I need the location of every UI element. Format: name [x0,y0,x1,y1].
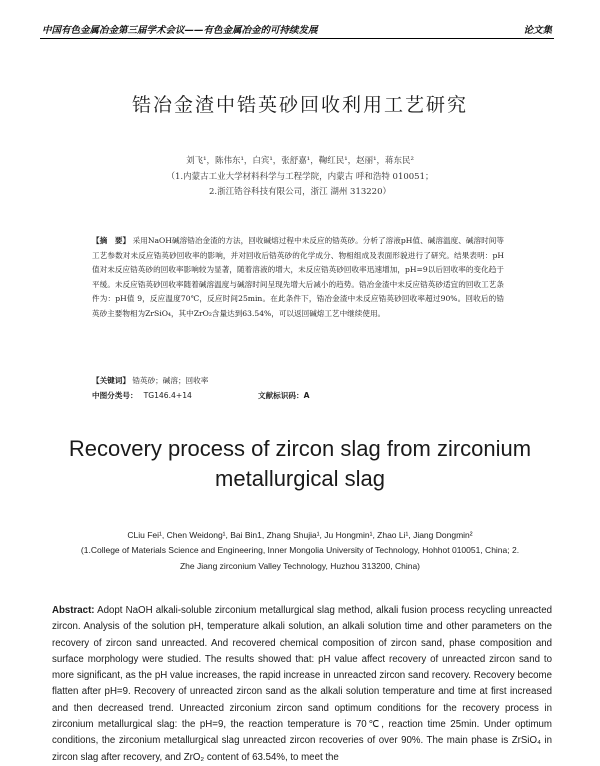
english-abstract [52,603,552,766]
class-number-value: TG146.4+14 [143,391,192,400]
chinese-authors: 刘飞¹，陈伟东¹，白宾¹，张舒嘉¹，鞠红民¹，赵丽¹，蒋东民² [186,156,414,166]
classification-line [92,390,512,401]
class-number-label: 中图分类号： [92,391,138,400]
english-affiliation-1: (1.College of Materials Science and Engineering, Inner Mongolia University of Technology, Hohhot 010051, China; 2. [80,545,520,555]
english-affiliation-2: Zhe Jiang zirconium Valley Technology, Huzhou 313200, China) [179,561,421,571]
running-header [40,20,554,39]
conference-title: 中国有色金属冶金第三届学术会议——有色金属冶金的可持续发展 [42,25,318,36]
english-title [0,434,600,494]
english-title-line-1: Recovery process of zircon slag from zirconium [68,436,532,461]
chinese-abstract-text: 采用NaOH碱溶锆冶金渣的方法，回收碱熔过程中未反应的锆英砂。分析了溶液pH值、碱溶温度、碱溶时间等工艺参数对未反应锆英砂回收率的影响，并对回收后锆英砂的化学成分、物相组成及表面形貌进行了研究。结果表明：pH值对未反应锆英砂的回收率影响较为显著，随着溶液的增大，未反应锆英砂回收率迅速增加，pH=9以后回收率的变化趋于平缓。未反应锆英砂回收率随着碱溶温度与碱溶时间呈现先增大后减小的趋势。锆冶金渣中未反应锆英砂适宜的回收工艺条件为：pH值 9，反应温度70℃，反应时间25min。在此条件下，锆冶金渣中未反应锆英砂回收率超过90%。回收后的锆英砂主要物相为ZrSiO₄，其中ZrO₂含量达到63.54%，可以返回碱熔工艺中继续使用。 [92,236,504,318]
chinese-keywords-label: 【关键词】 [92,376,130,385]
chinese-keywords [92,375,512,386]
chinese-affiliation-1: （1.内蒙古工业大学材料科学与工程学院，内蒙古 呼和浩特 010051； [166,172,434,182]
chinese-affiliation-2: 2.浙江锆谷科技有限公司，浙江 湖州 313220） [209,187,391,197]
english-abstract-label: Abstract: [52,605,95,616]
chinese-title: 锆冶金渣中锆英砂回收利用工艺研究 [131,94,468,116]
english-abstract-text: Adopt NaOH alkali-soluble zirconium metallurgical slag method, alkali fusion process recycling unreacted zircon. Analysis of the solution pH, temperature alkali solution, an alkali solution time and other parameters on the recovery of zircon sand unreacted. And recovered chemical composition of zircon sand, phase composition and surface morphology were studied. The results showed that: pH value affect recovery of unreacted zircon sand to more significant, as the pH value increases, the rapid increase in unreacted zircon sand recovery. Recovery become flatten after pH=9. Recovery of unreacted zircon sand as the alkali solution temperature and time at first increased and then decreased trend. Unreacted zirconium zircon sand optimum conditions for the recovery process in zirconium metallurgical slag: the pH=9, the reaction temperature is 70℃, reaction time 25min. Under optimum conditions, the zirconium metallurgical slag unreacted zircon recoveries of over 90%. The main phase is ZrSiO₄ in zircon slag after recovery, and ZrO₂ content of 63.54%, to meet the [52,605,552,763]
chinese-abstract [92,234,504,322]
section-label: 论文集 [523,25,552,36]
english-title-line-2: metallurgical slag [215,466,385,491]
document-code-label: 文献标识码： [258,391,304,400]
chinese-abstract-label: 【摘 要】 [92,236,131,245]
chinese-keywords-text: 锆英砂；碱溶；回收率 [132,376,209,385]
english-authors: CLiu Fei¹, Chen Weidong¹, Bai Bin1, Zhang Shujia¹, Ju Hongmin¹, Zhao Li¹, Jiang Dongmin² [127,530,473,540]
document-code-value: A [303,391,310,400]
document-code [258,390,309,401]
